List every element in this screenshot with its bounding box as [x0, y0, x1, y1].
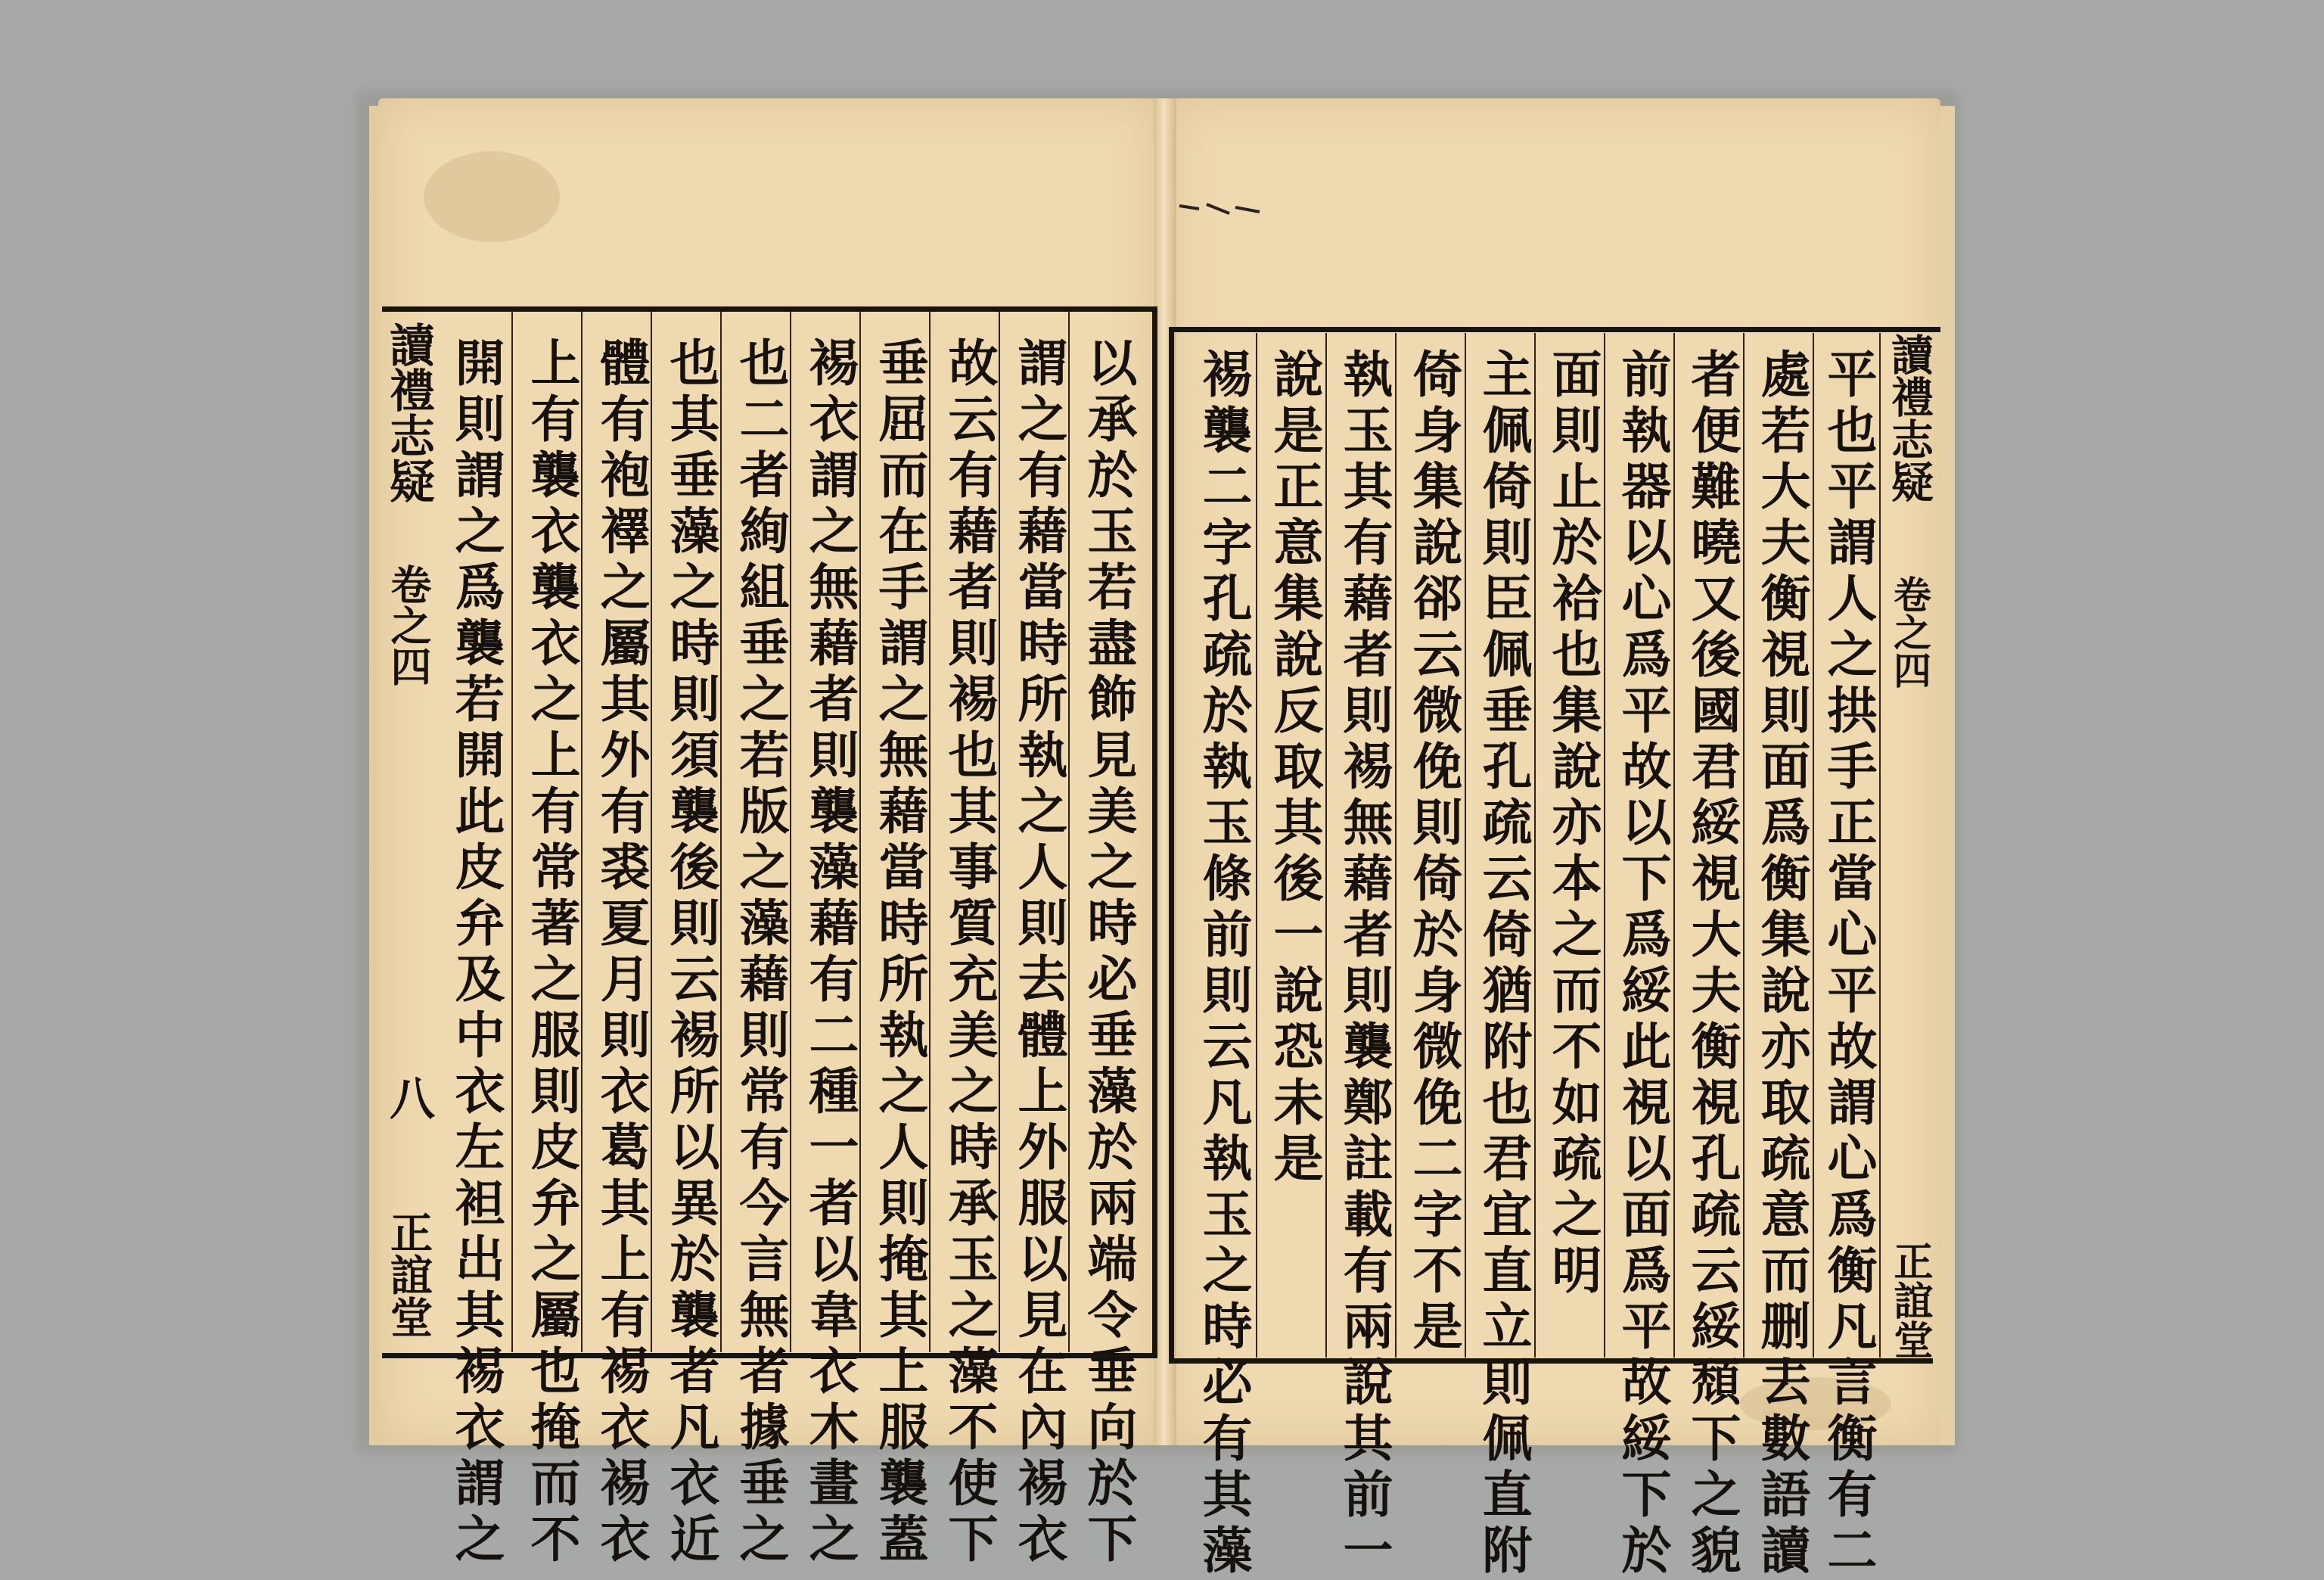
left-margin-publisher: 正誼堂 — [384, 1211, 433, 1338]
left-margin-title: 讀禮志疑 — [382, 322, 435, 503]
left-text-column: 以承於玉若盡飾見美之時必垂藻於兩端令垂向於下 — [1079, 337, 1138, 1569]
column-rule — [1068, 312, 1070, 1352]
column-rule — [1673, 333, 1675, 1358]
column-rule — [1534, 333, 1536, 1358]
left-text-column: 上有襲衣襲衣之上有常著之服則皮弁之屬也掩而不 — [522, 337, 581, 1569]
left-text-column: 也其垂藻之時則須襲後則云裼所以異於襲者凡衣近 — [661, 337, 720, 1569]
column-rule — [999, 312, 1000, 1352]
left-text-column: 垂屈而在手謂之無藉當時所執之人則掩其上服襲蓋 — [870, 337, 929, 1569]
column-rule — [1813, 333, 1814, 1358]
left-frame-outer-top — [382, 306, 435, 312]
column-rule — [720, 312, 722, 1352]
right-margin-title: 讀禮志疑 — [1884, 333, 1934, 502]
right-text-column: 面則止於袷也集說亦本之而不如疏之明 — [1543, 348, 1602, 1300]
column-rule — [511, 312, 513, 1352]
column-rule — [859, 312, 861, 1352]
right-text-column: 處若大夫衡視則面爲衡集說亦取疏意而删去數語讀 — [1752, 348, 1811, 1580]
left-text-column: 故云有藉者則裼也其事質充美之時承玉之藻不使下 — [940, 337, 999, 1569]
stain — [424, 151, 560, 242]
column-rule — [1465, 333, 1466, 1358]
right-text-column: 者便難曉又後國君綏視大夫衡視孔疏云綏頹下之貌 — [1682, 348, 1741, 1580]
column-rule — [1604, 333, 1605, 1358]
column-rule — [1395, 333, 1397, 1358]
column-rule — [1256, 333, 1257, 1358]
right-text-column: 說是正意集說反取其後一說恐未是 — [1265, 348, 1324, 1188]
right-text-column: 主佩倚則臣佩垂孔疏云倚猶附也君宜直立則佩直附 — [1474, 348, 1533, 1580]
left-text-column: 也二者絢組垂之若版之藻藉則常有今言無者據垂之 — [731, 337, 790, 1569]
left-margin-page-number: 八 — [382, 1075, 435, 1120]
left-text-column: 裼衣謂之無藉者則襲藻藉有二種一者以韋衣木畫之 — [800, 337, 859, 1569]
right-text-column: 倚身集說郤云微俛則倚於身微俛二字不是 — [1404, 348, 1463, 1356]
right-text-column: 平也平謂人之拱手正當心平故謂心爲衡凡言衡有二 — [1819, 348, 1878, 1580]
column-rule — [1325, 333, 1327, 1358]
right-frame-outer-top — [1925, 327, 1940, 332]
left-text-column: 體有袍襗之屬其外有裘夏月則衣葛其上有裼衣裼衣 — [592, 337, 651, 1569]
column-rule — [581, 312, 583, 1352]
left-text-column: 謂之有藉當時所執之人則去體上外服以見在內裼衣 — [1009, 337, 1068, 1569]
right-text-column: 執玉其有藉者則裼無藉者則襲鄭註載有兩說其前一 — [1334, 348, 1393, 1580]
right-text-column: 前執器以心爲平故以下爲綏此視以面爲平故綏下於 — [1613, 348, 1672, 1580]
right-margin-publisher: 正誼堂 — [1887, 1241, 1933, 1359]
right-text-column: 裼襲二字孔疏於執玉條前則云凡執玉之時必有其藻 — [1194, 348, 1253, 1580]
column-rule — [1879, 333, 1881, 1358]
column-rule — [790, 312, 791, 1352]
column-rule — [929, 312, 931, 1352]
left-text-column: 開則謂之爲襲若開此皮弁及中衣左袒出其裼衣謂之 — [446, 337, 505, 1569]
column-rule — [651, 312, 652, 1352]
column-rule — [1743, 333, 1745, 1358]
left-margin-volume: 卷之四 — [384, 564, 433, 686]
right-margin-volume: 卷之四 — [1887, 575, 1932, 689]
left-frame-outer-bottom — [382, 1353, 435, 1358]
fold-mark — [1176, 198, 1267, 219]
